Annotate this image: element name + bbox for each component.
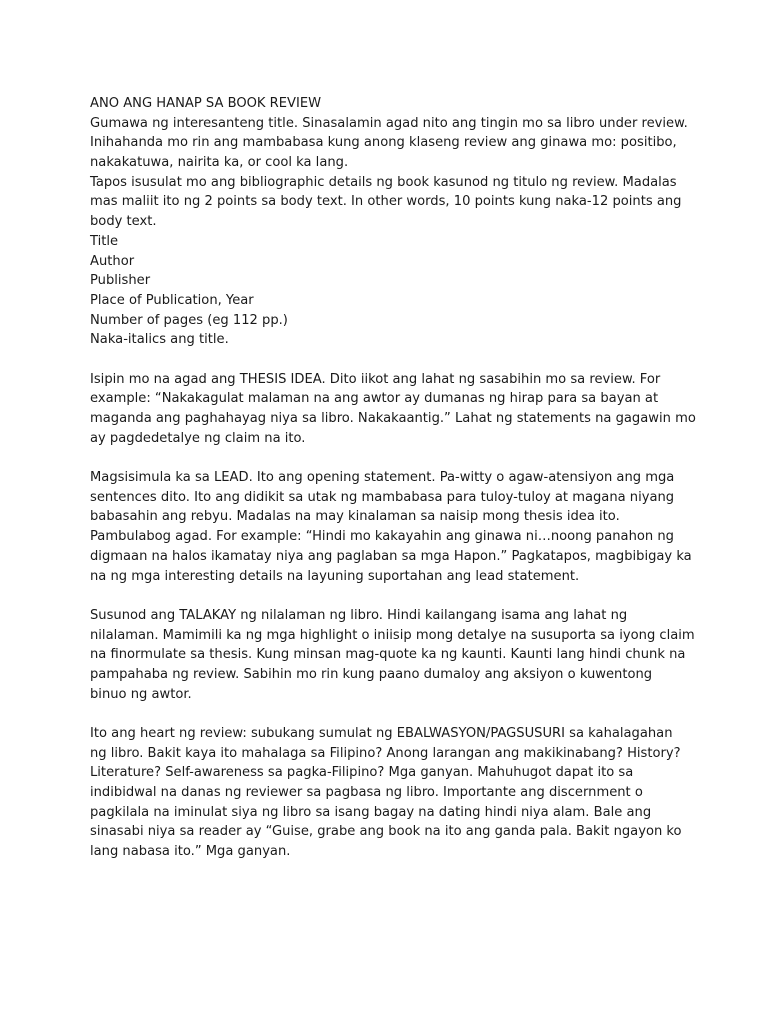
intro-line: mas maliit ito ng 2 points sa body text. In other words, 10 points kung naka-12 points ang [90, 194, 682, 210]
intro-line: nakakatuwa, nairita ka, or cool ka lang. [90, 155, 349, 171]
list-item: Author [90, 253, 135, 269]
talakay-line: binuo ng awtor. [90, 686, 192, 702]
paragraph-gap [90, 586, 690, 606]
talakay-line: na finormulate sa thesis. Kung minsan mag-quote ka ng kaunti. Kaunti lang hindi chunk na [90, 647, 686, 663]
evaluation-line: sinasabi niya sa reader ay “Guise, grabe ang book na ito ang ganda pala. Bakit ngayon ko [90, 824, 682, 840]
talakay-line: pampahaba ng review. Sabihin mo rin kung paano dumaloy ang aksiyon o kuwentong [90, 666, 653, 682]
intro-line: Inihahanda mo rin ang mambabasa kung anong klaseng review ang ginawa mo: positibo, [90, 135, 677, 151]
intro-line: Gumawa ng interesanteng title. Sinasalamin agad nito ang tingin mo sa libro under review. [90, 115, 688, 131]
paragraph-gap [90, 350, 690, 370]
intro-line: body text. [90, 214, 157, 230]
list-item: Number of pages (eg 112 pp.) [90, 312, 288, 328]
lead-line: Pambulabog agad. For example: “Hindi mo kakayahin ang ginawa ni…noong panahon ng [90, 529, 674, 545]
list-item: Title [90, 233, 119, 249]
talakay-line: Susunod ang TALAKAY ng nilalaman ng libro. Hindi kailangang isama ang lahat ng [90, 607, 628, 623]
lead-line: sentences dito. Ito ang didikit sa utak ng mambabasa para tuloy-tuloy at magana niyang [90, 489, 675, 505]
intro-paragraph [90, 114, 690, 232]
list-item: Publisher [90, 273, 151, 289]
evaluation-line: pagkilala na iminulat siya ng libro sa isang bagay na dating hindi niya alam. Bale ang [90, 804, 652, 820]
thesis-line: maganda ang paghahayag niya sa libro. Nakakaantig.” Lahat ng statements na gagawin mo [90, 411, 696, 426]
thesis-line: example: “Nakakagulat malaman na ang awtor ay dumanas ng hirap para sa bayan at [90, 391, 659, 407]
intro-line: Tapos isusulat mo ang bibliographic details ng book kasunod ng titulo ng review. Madalas [90, 174, 677, 190]
lead-line: digmaan na halos ikamatay niya ang paglaban sa mga Hapon.” Pagkatapos, magbibigay ka [90, 548, 692, 564]
evaluation-line: indibidwal na danas ng reviewer sa pagbasa ng libro. Importante ang discernment o [90, 785, 643, 801]
evaluation-line: ng libro. Bakit kaya ito mahalaga sa Filipino? Anong larangan ang makikinabang? History? [90, 745, 681, 761]
evaluation-line: lang nabasa ito.” Mga ganyan. [90, 844, 291, 860]
list-item: Place of Publication, Year [90, 292, 254, 308]
evaluation-line: Literature? Self-awareness sa pagka-Filipino? Mga ganyan. Mahuhugot dapat ito sa [90, 765, 634, 781]
talakay-paragraph [90, 606, 695, 704]
bibliographic-list [90, 232, 690, 350]
lead-paragraph [90, 468, 690, 586]
thesis-line: Isipin mo na agad ang THESIS IDEA. Dito iikot ang lahat ng sasabihin mo sa review. For [90, 371, 661, 387]
evaluation-line: Ito ang heart ng review: subukang sumulat ng EBALWASYON/PAGSUSURI sa kahalagahan [90, 726, 673, 741]
evaluation-paragraph [90, 724, 690, 862]
talakay-line: nilalaman. Mamimili ka ng mga highlight o iniisip mong detalye na susuporta sa iyong claim [90, 627, 695, 643]
document-page [90, 94, 696, 862]
lead-line: babasahin ang rebyu. Madalas na may kinalaman sa naisip mong thesis idea ito. [90, 509, 620, 525]
lead-line: Magsisimula ka sa LEAD. Ito ang opening statement. Pa-witty o agaw-atensiyon ang mga [90, 470, 675, 486]
list-item: Naka-italics ang title. [90, 332, 229, 348]
paragraph-gap [90, 704, 690, 724]
lead-line: na ng mga interesting details na layuning suportahan ang lead statement. [90, 568, 580, 584]
document-heading: ANO ANG HANAP SA BOOK REVIEW [90, 96, 322, 111]
thesis-paragraph [90, 370, 696, 449]
thesis-line: ay pagdedetalye ng claim na ito. [90, 430, 306, 446]
paragraph-gap [90, 448, 690, 468]
